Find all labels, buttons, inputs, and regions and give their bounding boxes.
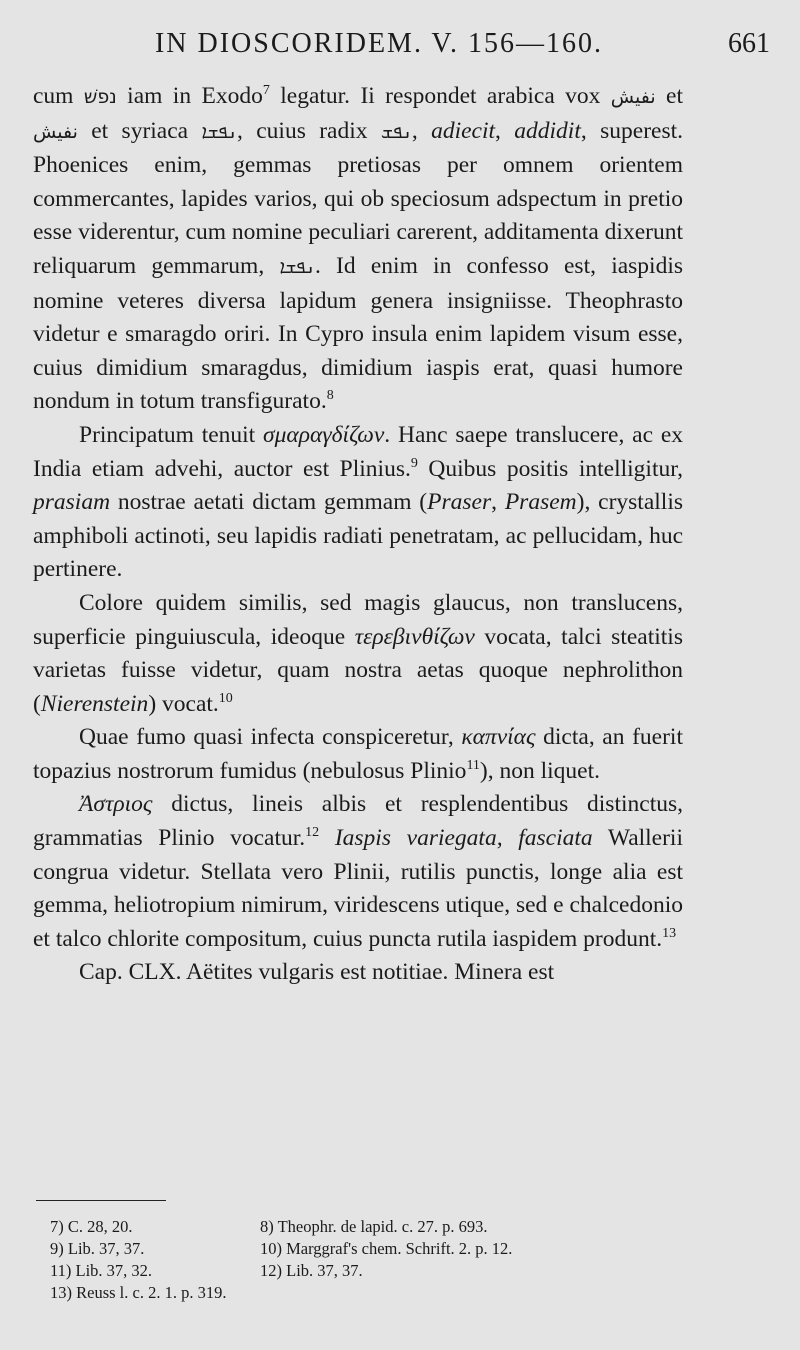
text-run: iam in Exodo [116,83,263,109]
footnote-row [50,1238,670,1260]
paragraph-4 [33,721,683,788]
footnote: 13) Reuss l. c. 2. 1. p. 319. [50,1283,227,1302]
text-run: Wallerii congrua videtur. Stellata vero Plinii, rutilis punctis, longe alia est gemma, heliotropium nimirum, viridescens utique, sed e chalcedonio et talco chlorite compositum, cuius puncta rutila iaspidem produnt. [33,825,684,952]
text-run: cum [33,83,84,109]
arabic-word: نفيش [33,120,78,143]
greek-word: καπνίας [461,724,536,751]
footnote-row [50,1216,670,1238]
text-run: ), non liquet. [479,757,601,784]
text-run: nostrae aetati dictam gemmam ( [110,489,428,516]
footnote [260,1282,670,1304]
text-run: Quibus positis intelligitur, [417,455,683,482]
italic-text: Praser [427,489,492,516]
footnote: 7) C. 28, 20. [50,1217,133,1236]
footnote-ref: 7 [262,83,270,98]
text-run: , superest. Phoenices enim, gemmas pretiosas per omnem orientem commercantes, lapides varios, qui ob speciosum adspectum in pretio esse viderentur, cum nomine peculiari carerent, additamenta dixerunt reliquarum gemmarum, [33,117,683,279]
paragraph-1 [33,80,683,419]
page-number: 661 [728,28,770,59]
footnote: 8) Theophr. de lapid. c. 27. p. 693. [260,1217,488,1236]
paragraph-3 [33,587,683,721]
text-run: legatur. Ii respondet arabica vox [269,83,611,109]
text-run: , [411,117,432,144]
footnote: 10) Marggraf's chem. Schrift. 2. p. 12. [260,1239,513,1258]
text-run: Colore quidem similis, sed magis glaucus, non translucens, superficie pinguiuscula, ideoque [33,589,683,650]
italic-text: Prasem [504,489,577,516]
hebrew-word: נפשׁ [83,86,117,108]
greek-word: σμαραγδίζων [263,421,385,448]
greek-word: Ἀστριος [79,791,153,818]
footnote-row [50,1282,670,1304]
syriac-word: ܢܦܫ [380,120,412,143]
text-run: , cuius radix [237,117,381,144]
footnote: 11) Lib. 37, 32. [50,1261,153,1280]
text-run: et [655,83,684,109]
text-run: Principatum tenuit [79,421,264,448]
text-run: , [495,117,515,144]
syriac-word: ܢܦܫܐ [201,120,237,143]
main-text [33,80,683,990]
footnote: 9) Lib. 37, 37. [50,1239,145,1258]
text-run: vocata, talci steatitis varietas fuisse videtur, quam nostra aetas quoque nephrolithon ( [33,623,683,717]
text-run: ) vocat. [148,690,219,717]
footnote-ref: 9 [410,455,418,471]
text-run: Quae fumo quasi infecta conspiceretur, [79,724,462,751]
text-run: . Id enim in confesso est, iaspidis nomine veteres diversa lapidum genera insigniisse. Theophrasto videtur e smaragdo oriri. In Cypro insula enim lapidem visum esse, cuius dimidium smaragdus, dimidium iaspis erat, quasi humore nondum in totum transfigurato. [33,252,684,415]
text-run: dictus, lineis albis et resplendentibus distinctus, grammatias Plinio vocatur. [33,791,683,852]
italic-text: prasiam [33,489,111,516]
text-run: Cap. CLX. Aëtites vulgaris est notitiae. Minera est [79,959,555,986]
running-header [30,28,770,68]
running-title: IN DIOSCORIDEM. V. 156—160. [154,28,604,59]
greek-word: τερεβινθίζων [354,623,475,650]
footnote-ref: 12 [305,825,320,841]
footnote-ref: 8 [326,388,334,404]
text-run: . Hanc saepe translucere, ac ex India etiam advehi, auctor est Plinius. [33,421,684,482]
paragraph-2 [33,419,683,587]
footnote-rule [36,1200,166,1201]
paragraph-5 [33,788,683,956]
footnote: 12) Lib. 37, 37. [260,1261,363,1280]
paragraph-6 [33,956,683,990]
footnote-row [50,1260,670,1282]
italic-text: adiecit [431,117,496,144]
footnotes [50,1216,670,1304]
footnote-ref: 11 [466,757,480,773]
syriac-word: ܢܦܫܐ [279,255,315,278]
italic-text: Nierenstein [40,690,149,717]
text-run: , [491,489,505,516]
text-run: ), crystallis amphiboli actinoti, seu lapidis radiati penetratam, ac pellucidam, huc pertinere. [33,489,683,583]
footnote-ref: 13 [662,925,677,941]
italic-text: addidit [514,117,581,144]
text-run: dicta, an fuerit topazius nostrorum fumidus (nebulosus Plinio [33,724,683,784]
italic-text: Iaspis variegata, fasciata [334,825,593,852]
arabic-word: نفيش [610,86,656,108]
footnote-ref: 10 [218,690,233,706]
text-run [319,825,335,851]
text-run: et syriaca [77,117,202,144]
